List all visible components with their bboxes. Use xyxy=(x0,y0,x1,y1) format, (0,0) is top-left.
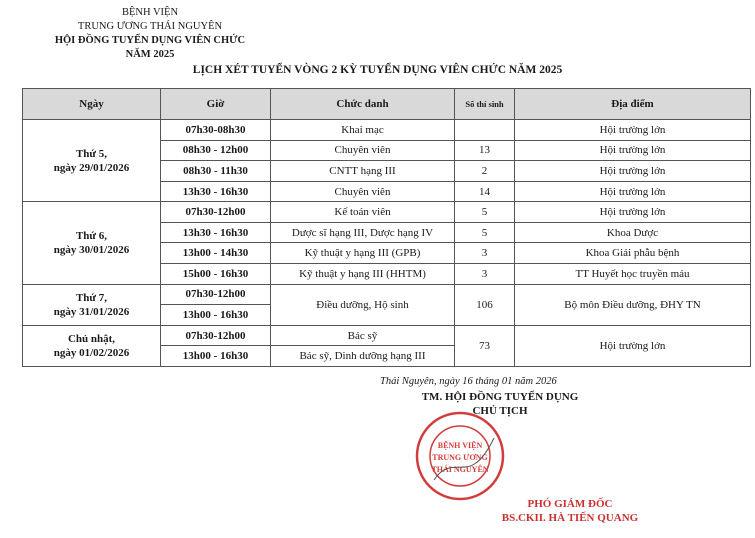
location-cell: Hội trường lớn xyxy=(515,325,751,366)
count-cell: 73 xyxy=(455,325,515,366)
day-date: ngày 31/01/2026 xyxy=(53,305,130,318)
time-cell: 07h30-08h30 xyxy=(161,120,271,141)
header-date: Ngày xyxy=(23,89,161,120)
time-cell: 13h00 - 14h30 xyxy=(161,243,271,264)
position-cell: Kỹ thuật y hạng III (GPB) xyxy=(271,243,455,264)
signer-role: CHỦ TỊCH xyxy=(472,405,528,417)
table-row xyxy=(23,202,751,223)
location-cell: Khoa Dược xyxy=(515,222,751,243)
issuer-line-year: NĂM 2025 xyxy=(125,49,175,60)
table-header-row xyxy=(23,89,751,120)
count-cell: 2 xyxy=(455,161,515,182)
count-cell: 3 xyxy=(455,243,515,264)
location-cell: TT Huyết học truyền máu xyxy=(515,264,751,285)
position-cell: Bác sỹ, Dinh dưỡng hạng III xyxy=(271,346,455,367)
time-cell: 08h30 - 12h00 xyxy=(161,140,271,161)
issuer-line-hospital: BỆNH VIỆN xyxy=(121,7,179,18)
document-title: LỊCH XÉT TUYỂN VÒNG 2 KỲ TUYỂN DỤNG VIÊN CHỨC NĂM 2025 xyxy=(192,64,563,76)
time-cell: 13h00 - 16h30 xyxy=(161,305,271,326)
position-cell: Kế toán viên xyxy=(271,202,455,223)
day-date: ngày 29/01/2026 xyxy=(53,161,130,174)
count-cell: 3 xyxy=(455,264,515,285)
schedule-table xyxy=(22,88,751,367)
day-cell xyxy=(23,202,161,284)
place-and-date: Thái Nguyên, ngày 16 tháng 01 năm 2026 xyxy=(380,376,557,387)
day-cell xyxy=(23,120,161,202)
signer-organization: TM. HỘI ĐỒNG TUYỂN DỤNG xyxy=(421,391,579,403)
position-cell: Bác sỹ xyxy=(271,325,455,346)
location-cell: Hội trường lớn xyxy=(515,140,751,161)
location-cell: Bộ môn Điều dưỡng, ĐHY TN xyxy=(515,284,751,325)
time-cell: 15h00 - 16h30 xyxy=(161,264,271,285)
day-name: Chủ nhật, xyxy=(67,332,116,345)
issuer-header xyxy=(30,6,270,62)
position-cell: Điều dưỡng, Hộ sinh xyxy=(271,284,455,325)
count-cell: 5 xyxy=(455,222,515,243)
count-cell: 13 xyxy=(455,140,515,161)
deputy-title: PHÓ GIÁM ĐỐC xyxy=(527,498,613,510)
count-cell: 5 xyxy=(455,202,515,223)
location-cell: Hội trường lớn xyxy=(515,120,751,141)
position-cell: CNTT hạng III xyxy=(271,161,455,182)
time-cell: 07h30-12h00 xyxy=(161,202,271,223)
time-cell: 13h30 - 16h30 xyxy=(161,181,271,202)
location-cell: Hội trường lớn xyxy=(515,161,751,182)
position-cell: Chuyên viên xyxy=(271,140,455,161)
count-cell: 106 xyxy=(455,284,515,325)
stamp-text-line3: THÁI NGUYÊN xyxy=(431,465,489,474)
time-cell: 08h30 - 11h30 xyxy=(161,161,271,182)
issuer-line-council: HỘI ĐỒNG TUYỂN DỤNG VIÊN CHỨC xyxy=(54,35,246,46)
position-cell: Dược sĩ hạng III, Dược hạng IV xyxy=(271,222,455,243)
day-cell xyxy=(23,284,161,325)
table-row xyxy=(23,284,751,305)
position-cell: Chuyên viên xyxy=(271,181,455,202)
time-cell: 07h30-12h00 xyxy=(161,325,271,346)
day-name: Thứ 5, xyxy=(75,147,108,160)
table-row xyxy=(23,120,751,141)
time-cell: 13h30 - 16h30 xyxy=(161,222,271,243)
position-cell: Khai mạc xyxy=(271,120,455,141)
position-cell: Kỹ thuật y hạng III (HHTM) xyxy=(271,264,455,285)
table-row xyxy=(23,325,751,346)
header-position: Chức danh xyxy=(271,89,455,120)
location-cell: Hội trường lớn xyxy=(515,202,751,223)
header-time: Giờ xyxy=(161,89,271,120)
day-name: Thứ 7, xyxy=(75,291,108,304)
issuer-line-hospital-name: TRUNG ƯƠNG THÁI NGUYÊN xyxy=(77,21,223,32)
deputy-name: BS.CKII. HÀ TIẾN QUANG xyxy=(501,512,639,524)
time-cell: 13h00 - 16h30 xyxy=(161,346,271,367)
day-name: Thứ 6, xyxy=(75,229,108,242)
stamp-text-line2: TRUNG ƯƠNG xyxy=(432,453,488,462)
header-location: Địa điểm xyxy=(515,89,751,120)
count-cell xyxy=(455,120,515,141)
official-stamp xyxy=(414,410,506,502)
day-date: ngày 01/02/2026 xyxy=(53,346,130,359)
location-cell: Khoa Giải phẫu bệnh xyxy=(515,243,751,264)
count-cell: 14 xyxy=(455,181,515,202)
stamp-text-line1: BỆNH VIỆN xyxy=(437,441,483,450)
day-cell xyxy=(23,325,161,366)
day-date: ngày 30/01/2026 xyxy=(53,243,130,256)
header-candidate-count: Số thí sinh xyxy=(455,89,515,120)
time-cell: 07h30-12h00 xyxy=(161,284,271,305)
deputy-block xyxy=(470,497,670,525)
location-cell: Hội trường lớn xyxy=(515,181,751,202)
